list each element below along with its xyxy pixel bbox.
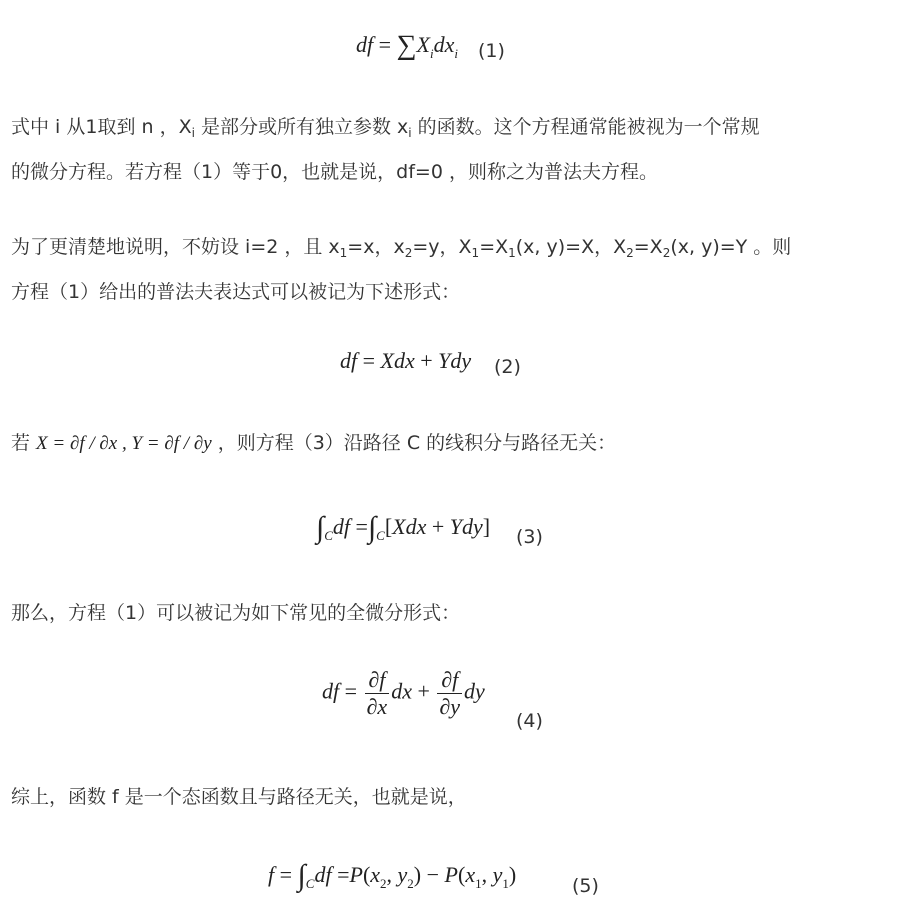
equation-2-number: (2) (494, 356, 521, 378)
paragraph-3: 若 X = ∂f / ∂x , Y = ∂f / ∂y ，则方程（3）沿路径 C 的线积分与路径无关： (11, 432, 617, 454)
equation-1-number: (1) (478, 40, 505, 62)
inline-math: X = ∂f / ∂x , Y = ∂f / ∂y (36, 433, 212, 454)
paragraph-5: 综上，函数 f 是一个态函数且与路径无关，也就是说， (11, 786, 467, 808)
equation-4: df = $\frac{\partial f}{\partial x}$ dx + $\frac{\partial f}{\partial y}$ dy (322, 667, 485, 719)
paragraph-2: 为了更清楚地说明，不妨设 i=2 ，且 $x_1=x$，$x_2=y$，$X_1=X_1(x$, y)=X，$X_2=X_2(x$, y)=Y 。则 方程（1）给出的普法夫表达式可以被记为下述形式： (11, 236, 792, 303)
equation-4-number: (4) (516, 710, 543, 732)
equation-5-number: (5) (572, 875, 599, 897)
equation-2: df = Xdx + Ydy (340, 348, 472, 373)
equation-1: df = $\sum X_idx_i$ (356, 30, 458, 61)
paragraph-1: 式中 i 从1取到 n ，$X_i$ 是部分或所有独立参数 $x_i$ 的函数。这个方程通常能被视为一个常规 的微分方程。若方程（1）等于0，也就是说，df=0 ，则称之为普法夫方程。 (11, 116, 760, 183)
paragraph-4: 那么，方程（1）可以被记为如下常见的全微分形式： (11, 602, 461, 624)
equation-3: $\int_Cdf =\int_C[Xdx + Ydy]$ (316, 511, 491, 544)
equation-3-number: (3) (516, 526, 543, 548)
equation-5: $f = \int_Cdf =P(x_2$, $y_2) - P(x_1$, $y_1$) (268, 859, 517, 892)
